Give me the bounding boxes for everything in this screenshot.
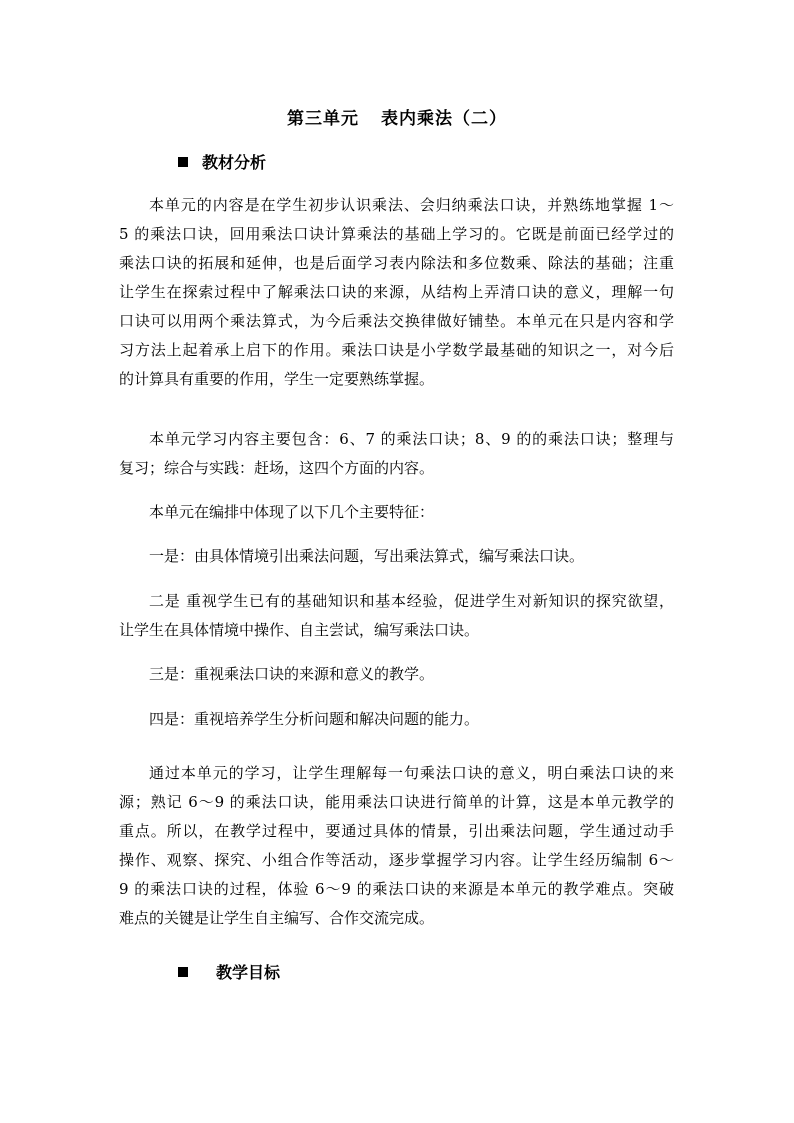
- text-line: 让学生在探索过程中了解乘法口诀的来源，从结构上弄清口诀的意义，理解一句: [119, 283, 674, 301]
- text-line: 二是 重视学生已有的基础知识和基本经验，促进学生对新知识的探究欲望，: [149, 592, 674, 610]
- text-line: 复习；综合与实践：赶场，这四个方面的内容。: [119, 459, 435, 477]
- section-heading-label: 教材分析: [202, 153, 267, 172]
- text-line: 难点的关键是让学生自主编写、合作交流完成。: [119, 909, 435, 927]
- text-line: 重点。所以，在教学过程中，要通过具体的情景，引出乘法问题，学生通过动手: [119, 822, 674, 840]
- text-line: 的计算具有重要的作用，学生一定要熟练掌握。: [119, 370, 435, 388]
- square-bullet-icon: [178, 157, 188, 167]
- section-heading-objectives: [178, 960, 280, 983]
- text-line: 让学生在具体情境中操作、自主尝试，编写乘法口诀。: [119, 621, 480, 639]
- text-line: 操作、观察、探究、小组合作等活动，逐步掌握学习内容。让学生经历编制 6～: [119, 851, 674, 869]
- section-heading-analysis: [178, 150, 266, 173]
- text-line: 乘法口诀的拓展和延伸，也是后面学习表内除法和多位数乘、除法的基础；注重: [119, 254, 674, 272]
- text-line: 源；熟记 6～9 的乘法口诀，能用乘法口诀进行简单的计算，这是本单元教学的: [119, 793, 674, 811]
- page-title: [0, 104, 794, 129]
- paragraph-feature-4: 四是：重视培养学生分析问题和解决问题的能力。: [149, 710, 480, 728]
- text-line: 习方法上起着承上启下的作用。乘法口诀是小学数学最基础的知识之一，对今后: [119, 341, 674, 359]
- paragraph-summary: [119, 759, 674, 933]
- paragraph-intro: [119, 191, 674, 394]
- text-line: 通过本单元的学习，让学生理解每一句乘法口诀的意义，明白乘法口诀的来: [149, 764, 674, 782]
- paragraph-feature-2: [119, 587, 674, 645]
- text-line: 9 的乘法口诀的过程，体验 6～9 的乘法口诀的来源是本单元的教学难点。突破: [119, 880, 674, 898]
- text-line: 5 的乘法口诀，回用乘法口诀计算乘法的基础上学习的。它既是前面已经学过的: [119, 225, 674, 243]
- text-line: 本单元的内容是在学生初步认识乘法、会归纳乘法口诀，并熟练地掌握 1～: [149, 196, 674, 214]
- square-bullet-icon: [178, 967, 188, 977]
- title-topic: 表内乘法（二）: [381, 109, 507, 129]
- title-unit: 第三单元: [287, 109, 359, 129]
- paragraph-feature-1: 一是：由具体情境引出乘法问题，写出乘法算式，编写乘法口诀。: [149, 547, 585, 565]
- paragraph-content: [119, 425, 674, 483]
- paragraph-features-intro: 本单元在编排中体现了以下几个主要特征：: [149, 503, 435, 521]
- text-line: 口诀可以用两个乘法算式，为今后乘法交换律做好铺垫。本单元在只是内容和学: [119, 312, 674, 330]
- paragraph-feature-3: 三是：重视乘法口诀的来源和意义的教学。: [149, 665, 435, 683]
- section-heading-label: 教学目标: [216, 963, 281, 982]
- text-line: 本单元学习内容主要包含：6、7 的乘法口诀；8、9 的的乘法口诀；整理与: [149, 430, 674, 448]
